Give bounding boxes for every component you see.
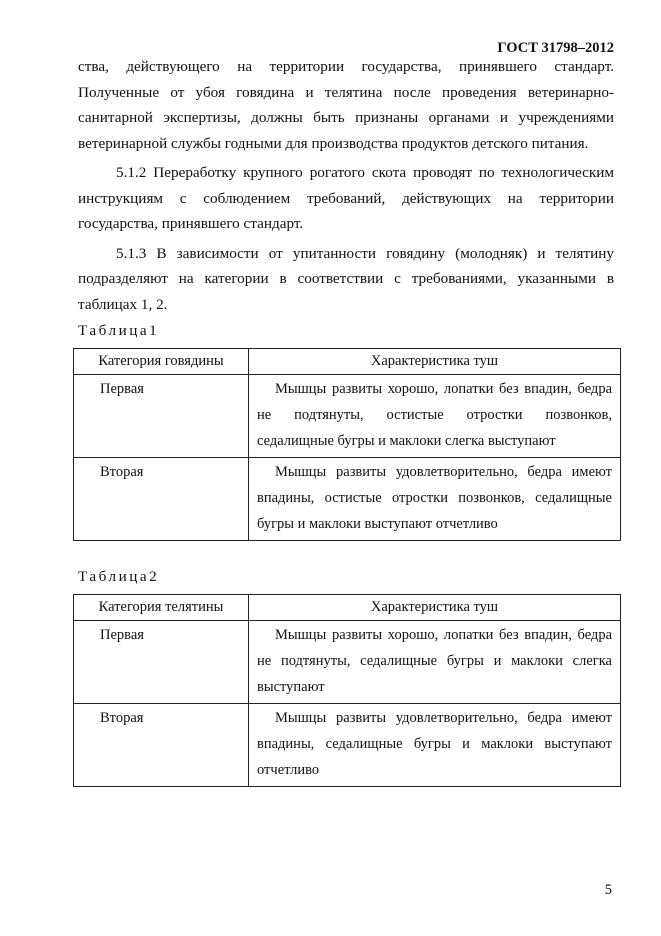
paragraph-continuation: ства, действующего на территории государства, принявшего стандарт. Полученные от убоя говядина и телятина после проведения ветеринарно-санитарной экспертизы, должны быть признаны органами и учреждениями ветеринарной службы годными для производства продуктов детского питания. [78,58,614,152]
column-header-characteristic: Характеристика туш [249,349,621,375]
table1-caption: Таблица1 [78,322,160,339]
column-header-category: Категория телятины [74,595,249,621]
description-cell: Мышцы развиты хорошо, лопатки без впадин, бедра не подтянуты, седалищные бугры и маклоки слегка выступают [249,621,621,704]
column-header-characteristic: Характеристика туш [249,595,621,621]
table-row [74,375,621,458]
paragraph-5-1-3: 5.1.3 В зависимости от упитанности говядину (молодняк) и телятину подразделяют на категории в соответствии с требованиями, указанными в таблицах 1, 2. [78,244,614,313]
table-row [74,621,621,704]
document-code-header: ГОСТ 31798–2012 [497,40,614,56]
category-cell: Первая [74,375,249,458]
table-header-row [74,595,621,621]
table2-veal-categories [73,594,621,787]
table-row [74,704,621,787]
description-cell: Мышцы развиты хорошо, лопатки без впадин, бедра не подтянуты, остистые отростки позвонков, седалищные бугры и маклоки слегка выступают [249,375,621,458]
table-header-row [74,349,621,375]
table-row [74,458,621,541]
description-cell: Мышцы развиты удовлетворительно, бедра имеют впадины, седалищные бугры и маклоки выступают отчетливо [249,704,621,787]
body-text [78,54,614,321]
page-number: 5 [604,882,612,898]
category-cell: Вторая [74,458,249,541]
category-cell: Первая [74,621,249,704]
paragraph-5-1-2: 5.1.2 Переработку крупного рогатого скота проводят по технологическим инструкциям с соблюдением требований, действующих на территории государства, принявшего стандарт. [78,164,614,232]
column-header-category: Категория говядины [74,349,249,375]
description-cell: Мышцы развиты удовлетворительно, бедра имеют впадины, остистые отростки позвонков, седалищные бугры и маклоки выступают отчетливо [249,458,621,541]
table1-beef-categories [73,348,621,541]
category-cell: Вторая [74,704,249,787]
table2-caption: Таблица2 [78,568,160,585]
